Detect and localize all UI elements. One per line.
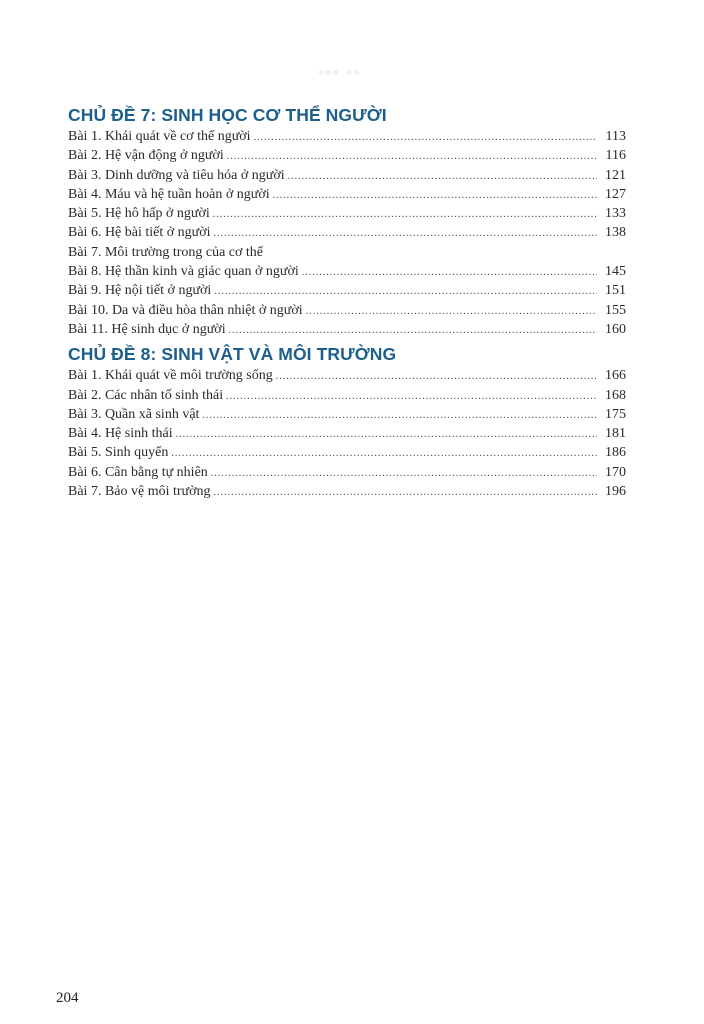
faint-show-through-title: ▪▪▪ ▪▪	[318, 62, 361, 82]
toc-entry	[68, 262, 626, 281]
entry-title: Bài 11. Hệ sinh dục ở người	[68, 321, 226, 337]
leader-dots	[306, 302, 597, 321]
leader-dots	[214, 224, 597, 243]
entry-page: 175	[605, 406, 626, 422]
entry-page: 121	[605, 167, 626, 183]
toc-entry	[68, 146, 626, 165]
entry-title: Bài 1. Khái quát về cơ thể người	[68, 129, 251, 144]
leader-dots	[273, 186, 597, 205]
leader-dots	[229, 321, 597, 340]
entry-page: 151	[605, 283, 626, 299]
toc-entry	[68, 405, 626, 424]
leader-dots	[276, 367, 597, 386]
page-number: 204	[56, 990, 79, 1006]
toc-entry	[68, 386, 626, 405]
entry-page: 116	[605, 148, 626, 164]
entry-title: Bài 1. Khái quát về môi trường sống	[68, 368, 273, 384]
toc-entry	[68, 463, 626, 482]
entry-title: Bài 2. Các nhân tố sinh thái	[68, 387, 224, 403]
toc-entry	[68, 424, 626, 443]
entry-title: Bài 6. Hệ bài tiết ở người	[68, 225, 211, 241]
toc-entry	[68, 301, 626, 320]
entry-title: Bài 5. Sinh quyển	[68, 445, 169, 461]
toc-entry	[68, 204, 626, 223]
section-heading: CHỦ ĐỀ 7: SINH HỌC CƠ THỂ NGƯỜI	[68, 105, 387, 125]
entry-page: 166	[605, 368, 626, 384]
leader-dots	[213, 205, 597, 224]
entry-page: 160	[605, 321, 626, 337]
entry-title: Bài 3. Dinh dưỡng và tiêu hóa ở người	[68, 167, 285, 183]
entry-title: Bài 5. Hệ hô hấp ở người	[68, 206, 210, 222]
toc-entry	[68, 443, 626, 462]
section-heading: CHỦ ĐỀ 8: SINH VẬT VÀ MÔI TRƯỜNG	[68, 344, 397, 365]
entry-page: 145	[605, 264, 626, 280]
entry-page: 170	[605, 464, 626, 480]
entry-title: Bài 4. Máu và hệ tuần hoàn ở người	[68, 186, 270, 202]
entry-page: 186	[605, 445, 626, 461]
leader-dots	[227, 147, 597, 166]
entry-page: 138	[605, 225, 626, 241]
section-chu-de-7	[68, 103, 626, 339]
entry-title: Bài 10. Da và điều hòa thân nhiệt ở người	[68, 302, 303, 318]
entry-title: Bài 2. Hệ vận động ở người	[68, 148, 224, 164]
entry-title: Bài 3. Quần xã sinh vật	[68, 406, 200, 422]
leader-dots	[254, 128, 597, 147]
entry-title: Bài 7. Bảo vệ môi trường	[68, 484, 211, 500]
entry-page: 196	[605, 484, 626, 500]
toc-entry	[68, 223, 626, 242]
entry-title: Bài 7. Môi trường trong của cơ thể	[68, 244, 264, 260]
leader-dots	[211, 464, 597, 483]
leader-dots	[214, 483, 597, 502]
toc-entry	[68, 281, 626, 300]
leader-dots	[171, 444, 597, 463]
leader-dots	[176, 425, 597, 444]
section-chu-de-8	[68, 342, 626, 501]
entry-title: Bài 6. Cân bằng tự nhiên	[68, 464, 208, 480]
toc-entry	[68, 366, 626, 385]
toc-entry	[68, 166, 626, 185]
entry-page: 113	[605, 129, 626, 144]
leader-dots	[214, 282, 597, 301]
leader-dots	[302, 263, 597, 282]
entry-title: Bài 9. Hệ nội tiết ở người	[68, 283, 212, 299]
table-of-contents	[68, 103, 626, 501]
entry-page: 168	[605, 387, 626, 403]
toc-entry	[68, 127, 626, 146]
entry-page: 181	[605, 426, 626, 442]
entry-page: 127	[605, 186, 626, 202]
toc-entry	[68, 320, 626, 339]
entry-title: Bài 8. Hệ thần kinh và giác quan ở người	[68, 264, 299, 280]
entry-title: Bài 4. Hệ sinh thái	[68, 426, 173, 442]
leader-dots	[288, 167, 597, 186]
leader-dots	[226, 387, 597, 406]
toc-entry	[68, 243, 626, 262]
toc-entry	[68, 185, 626, 204]
entry-page: 155	[605, 302, 626, 318]
leader-dots	[202, 406, 597, 425]
entry-page: 133	[605, 206, 626, 222]
toc-entry	[68, 482, 626, 501]
